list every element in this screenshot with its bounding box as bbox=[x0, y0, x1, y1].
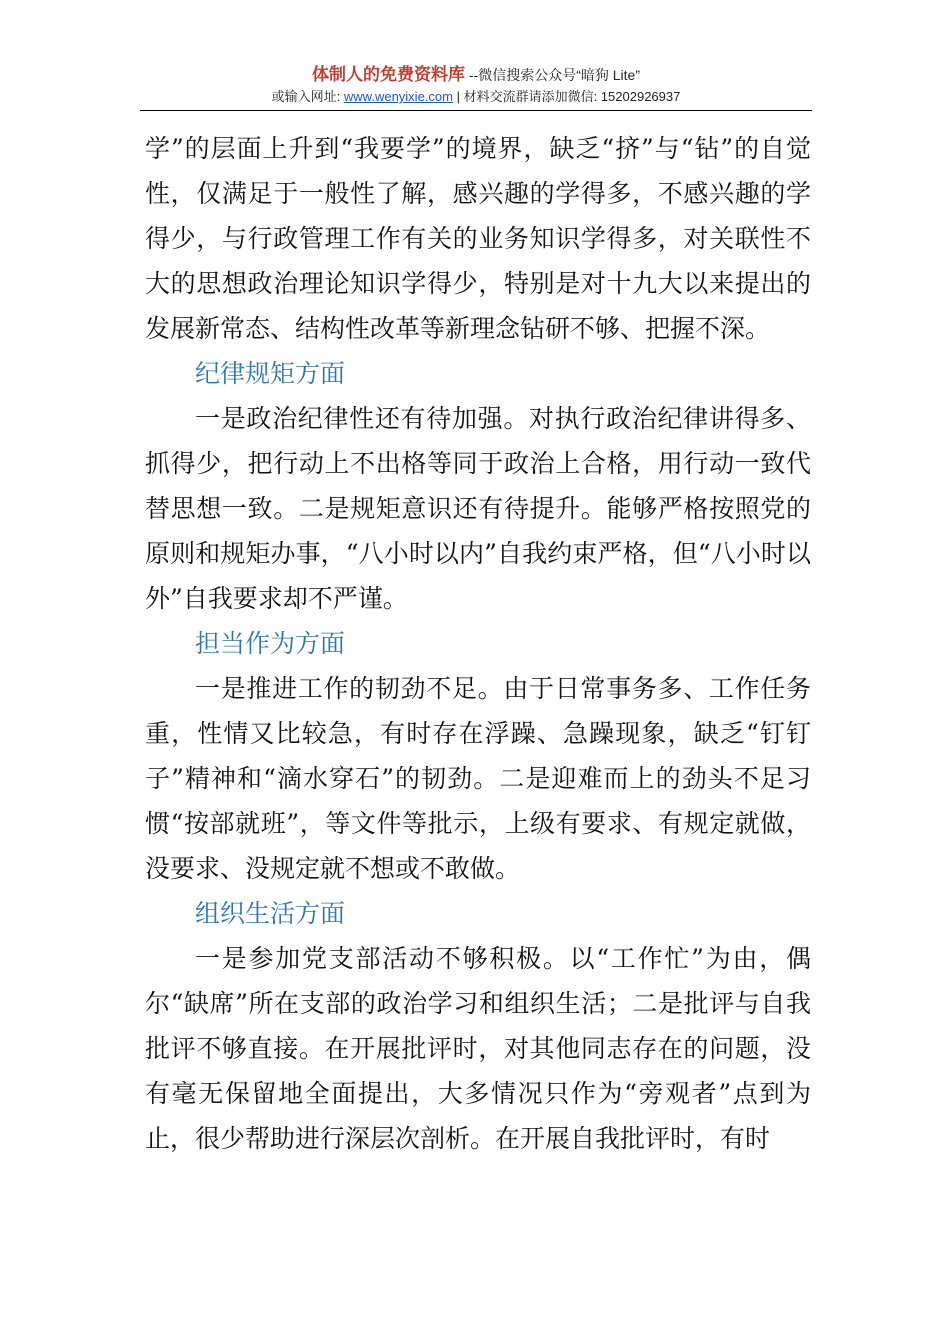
header-wechat-info: | 材料交流群请添加微信: 15202926937 bbox=[452, 89, 681, 104]
header-title: 体制人的免费资料库 bbox=[312, 65, 465, 84]
paragraph-discipline: 一是政治纪律性还有待加强。对执行政治纪律讲得多、抓得少，把行动上不出格等同于政治上合格，用行动一致代替思想一致。二是规矩意识还有待提升。能够严格按照党的原则和规矩办事，“八小时以内”自我约束严格，但“八小时以外”自我要求却不严谨。 bbox=[145, 404, 811, 613]
header-line-1 bbox=[140, 66, 812, 84]
paragraph-intro: 学”的层面上升到“我要学”的境界，缺乏“挤”与“钻”的自觉性，仅满足于一般性了解，感兴趣的学得多，不感兴趣的学得少，与行政管理工作有关的业务知识学得多，对关联性不大的思想政治理论知识学得少，特别是对十九大以来提出的发展新常态、结构性改革等新理念钻研不够、把握不深。 bbox=[145, 134, 811, 343]
paragraph-responsibility: 一是推进工作的韧劲不足。由于日常事务多、工作任务重，性情又比较急，有时存在浮躁、急躁现象，缺乏“钉钉子”精神和“滴水穿石”的韧劲。二是迎难而上的劲头不足习惯“按部就班”，等文件等批示，上级有要求、有规定就做，没要求、没规定就不想或不敢做。 bbox=[145, 674, 811, 883]
heading-discipline: 纪律规矩方面 bbox=[195, 359, 346, 388]
document-body bbox=[145, 126, 811, 1161]
header-divider bbox=[140, 110, 812, 111]
heading-organization: 组织生活方面 bbox=[195, 899, 346, 928]
page-header bbox=[140, 66, 812, 106]
website-link[interactable]: www.wenyixie.com bbox=[343, 89, 453, 104]
paragraph-organization: 一是参加党支部活动不够积极。以“工作忙”为由，偶尔“缺席”所在支部的政治学习和组织生活；二是批评与自我批评不够直接。在开展批评时，对其他同志存在的问题，没有毫无保留地全面提出，大多情况只作为“旁观者”点到为止，很少帮助进行深层次剖析。在开展自我批评时，有时 bbox=[145, 944, 811, 1153]
heading-responsibility: 担当作为方面 bbox=[195, 629, 346, 658]
header-subtitle: --微信搜索公众号“暗狗 Lite” bbox=[465, 67, 640, 83]
header-line-2 bbox=[140, 88, 812, 106]
header-url-prefix: 或输入网址: bbox=[271, 89, 344, 104]
